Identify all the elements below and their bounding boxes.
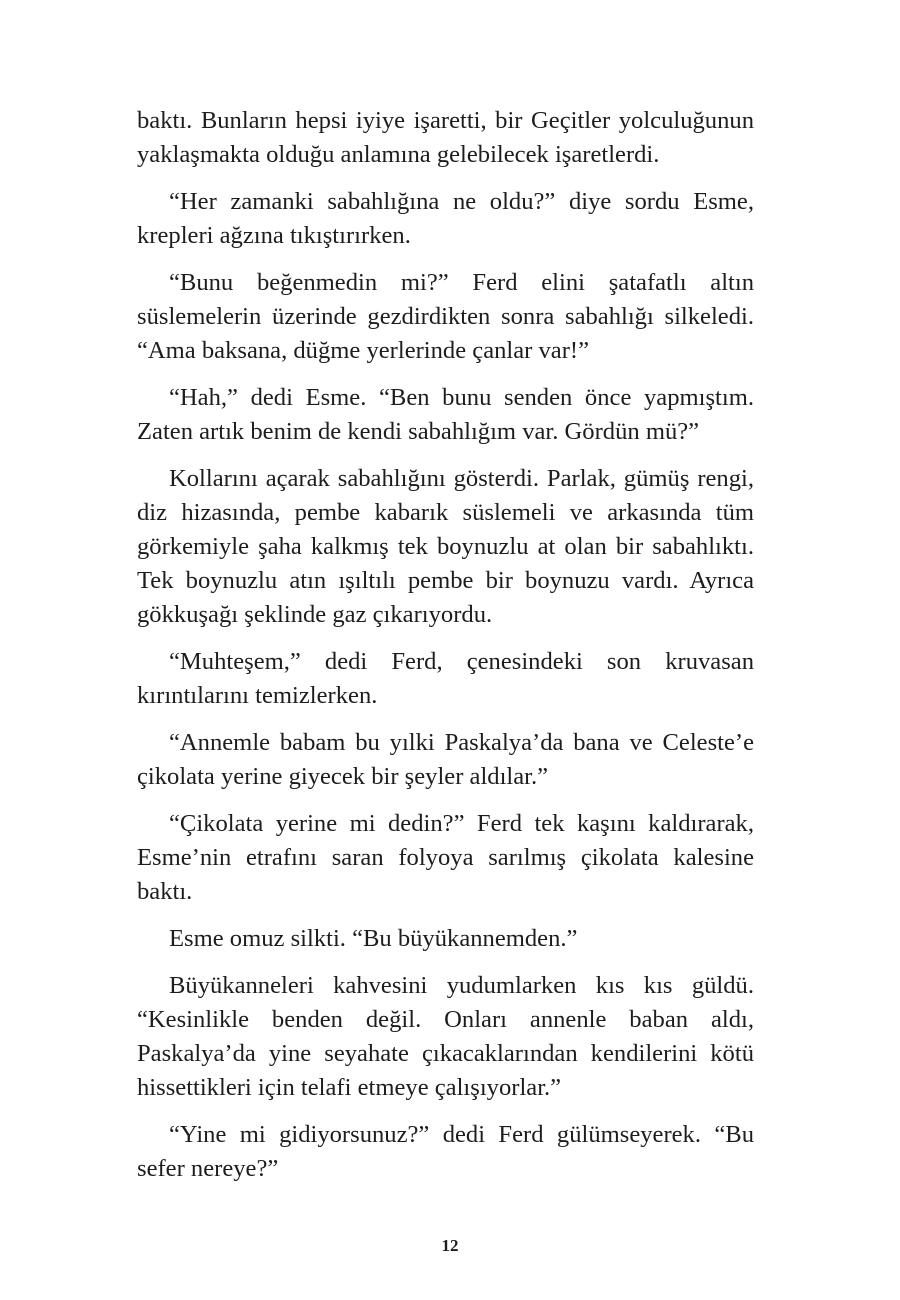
paragraph: “Muhteşem,” dedi Ferd, çenesindeki son kruvasan kırıntılarını temizlerken. <box>137 648 754 709</box>
paragraph: “Hah,” dedi Esme. “Ben bunu senden önce yapmıştım. Zaten artık benim de kendi sabahlığım var. Gördün mü?” <box>137 384 754 445</box>
paragraph: “Bunu beğenmedin mi?” Ferd elini şatafatlı altın süslemelerin üzerinde gezdirdikten sonra sabahlığı silkeledi. “Ama baksana, düğme yerlerinde çanlar var!” <box>137 269 754 364</box>
paragraph: “Annemle babam bu yılki Paskalya’da bana ve Celeste’e çikolata yerine giyecek bir şeyler aldılar.” <box>137 729 754 790</box>
paragraph: Kollarını açarak sabahlığını gösterdi. Parlak, gümüş rengi, diz hizasında, pembe kabarık süslemeli ve arkasında tüm görkemiyle şaha kalkmış tek boynuzlu at olan bir sabahlıktı. Tek boynuzlu atın ışıltılı pembe bir boynuzu vardı. Ayrıca gökkuşağı şeklinde gaz çıkarıyordu. <box>137 465 754 628</box>
paragraph: Büyükanneleri kahvesini yudumlarken kıs kıs güldü. “Kesinlikle benden değil. Onları annenle baban aldı, Paskalya’da yine seyahate çıkacaklarından kendilerini kötü hissettikleri için telafi etmeye çalışıyorlar.” <box>137 972 754 1101</box>
paragraph: baktı. Bunların hepsi iyiye işaretti, bir Geçitler yolculuğunun yaklaşmakta olduğu anlamına gelebilecek işaretlerdi. <box>137 107 754 168</box>
body-text <box>137 104 754 1186</box>
paragraph: “Yine mi gidiyorsunuz?” dedi Ferd gülümseyerek. “Bu sefer nereye?” <box>137 1121 754 1182</box>
paragraph: “Çikolata yerine mi dedin?” Ferd tek kaşını kaldırarak, Esme’nin etrafını saran folyoya sarılmış çikolata kalesine baktı. <box>137 810 754 905</box>
paragraph: Esme omuz silkti. “Bu büyükannemden.” <box>169 925 578 952</box>
paragraph: “Her zamanki sabahlığına ne oldu?” diye sordu Esme, krepleri ağzına tıkıştırırken. <box>137 188 754 249</box>
page-number: 12 <box>441 1236 459 1255</box>
